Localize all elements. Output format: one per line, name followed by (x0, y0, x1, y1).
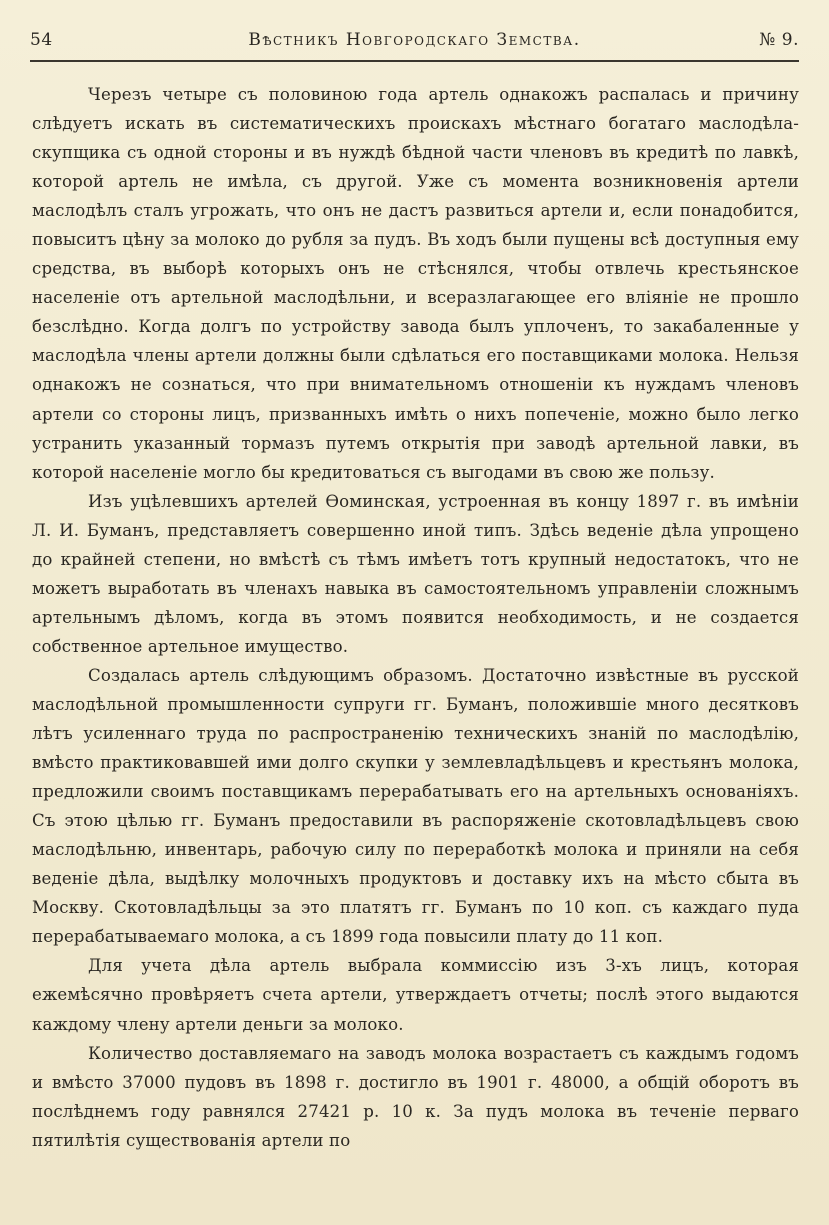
page-number: 54 (30, 30, 53, 50)
journal-title: Вѣстникъ Новгородскаго Земства. (248, 30, 581, 50)
paragraph: Черезъ четыре съ половиною года артель однакожъ распалась и причину слѣдуетъ искать въ систематическихъ проискахъ мѣстнаго богатаго маслодѣла-скупщика съ одной стороны и въ нуждѣ бѣдной части членовъ въ кредитѣ по лавкѣ, которой артель не имѣла, съ другой. Уже съ момента возникновенія артели маслодѣлъ сталъ угрожать, что онъ не дастъ развиться артели и, если понадобится, повыситъ цѣну за молоко до рубля за пудъ. Въ ходъ были пущены всѣ доступныя ему средства, въ выборѣ которыхъ онъ не стѣснялся, чтобы отвлечь крестьянское населеніе отъ артельной маслодѣльни, и всеразлагающее его вліяніе не прошло безслѣдно. Когда долгъ по устройству завода былъ уплоченъ, то закабаленные у маслодѣла члены артели должны были сдѣлаться его поставщиками молока. Нельзя однакожъ не сознаться, что при внимательномъ отношеніи къ нуждамъ членовъ артели со стороны лицъ, призванныхъ имѣть о нихъ попеченіе, можно было легко устранить указанный тормазъ путемъ открытія при заводѣ артельной лавки, въ которой населеніе могло бы кредитоваться съ выгодами въ свою же пользу. (32, 85, 799, 482)
running-header (30, 30, 799, 56)
issue-number: № 9. (759, 30, 799, 50)
paragraph: Количество доставляемаго на заводъ молока возрастаетъ съ каждымъ годомъ и вмѣсто 37000 пудовъ въ 1898 г. достигло въ 1901 г. 48000, а общій оборотъ въ послѣднемъ году равнялся 27421 р. 10 к. За пудъ молока въ теченіе перваго пятилѣтія существованія артели по (32, 1043, 799, 1150)
header-rule (30, 60, 799, 62)
paragraph: Изъ уцѣлевшихъ артелей Ѳоминская, устроенная въ концу 1897 г. въ имѣніи Л. И. Буманъ, представляетъ совершенно иной типъ. Здѣсь веденіе дѣла упрощено до крайней степени, но вмѣстѣ съ тѣмъ имѣетъ тотъ крупный недостатокъ, что не можетъ выработать въ членахъ навыка въ самостоятельномъ управленіи сложнымъ артельнымъ дѣломъ, когда въ этомъ появится необходимость, и не создается собственное артельное имущество. (32, 491, 799, 656)
paragraph: Для учета дѣла артель выбрала коммиссію изъ 3-хъ лицъ, которая ежемѣсячно провѣряетъ счета артели, утверждаетъ отчеты; послѣ этого выдаются каждому члену артели деньги за молоко. (32, 956, 799, 1034)
body-text (32, 80, 799, 1155)
paragraph: Создалась артель слѣдующимъ образомъ. Достаточно извѣстные въ русской маслодѣльной промышленности супруги гг. Буманъ, положившіе много десятковъ лѣтъ усиленнаго труда по распространенію техническихъ знаній по маслодѣлію, вмѣсто практиковавшей ими долго скупки у землевладѣльцевъ и крестьянъ молока, предложили своимъ поставщикамъ перерабатывать его на артельныхъ основаніяхъ. Съ этою цѣлью гг. Буманъ предоставили въ распоряженіе скотовладѣльцевъ свою маслодѣльню, инвентарь, рабочую силу по переработкѣ молока и приняли на себя веденіе дѣла, выдѣлку молочныхъ продуктовъ и доставку ихъ на мѣсто сбыта въ Москву. Скотовладѣльцы за это платятъ гг. Буманъ по 10 коп. съ каждаго пуда перерабатываемаго молока, а съ 1899 года повысили плату до 11 коп. (32, 665, 799, 947)
